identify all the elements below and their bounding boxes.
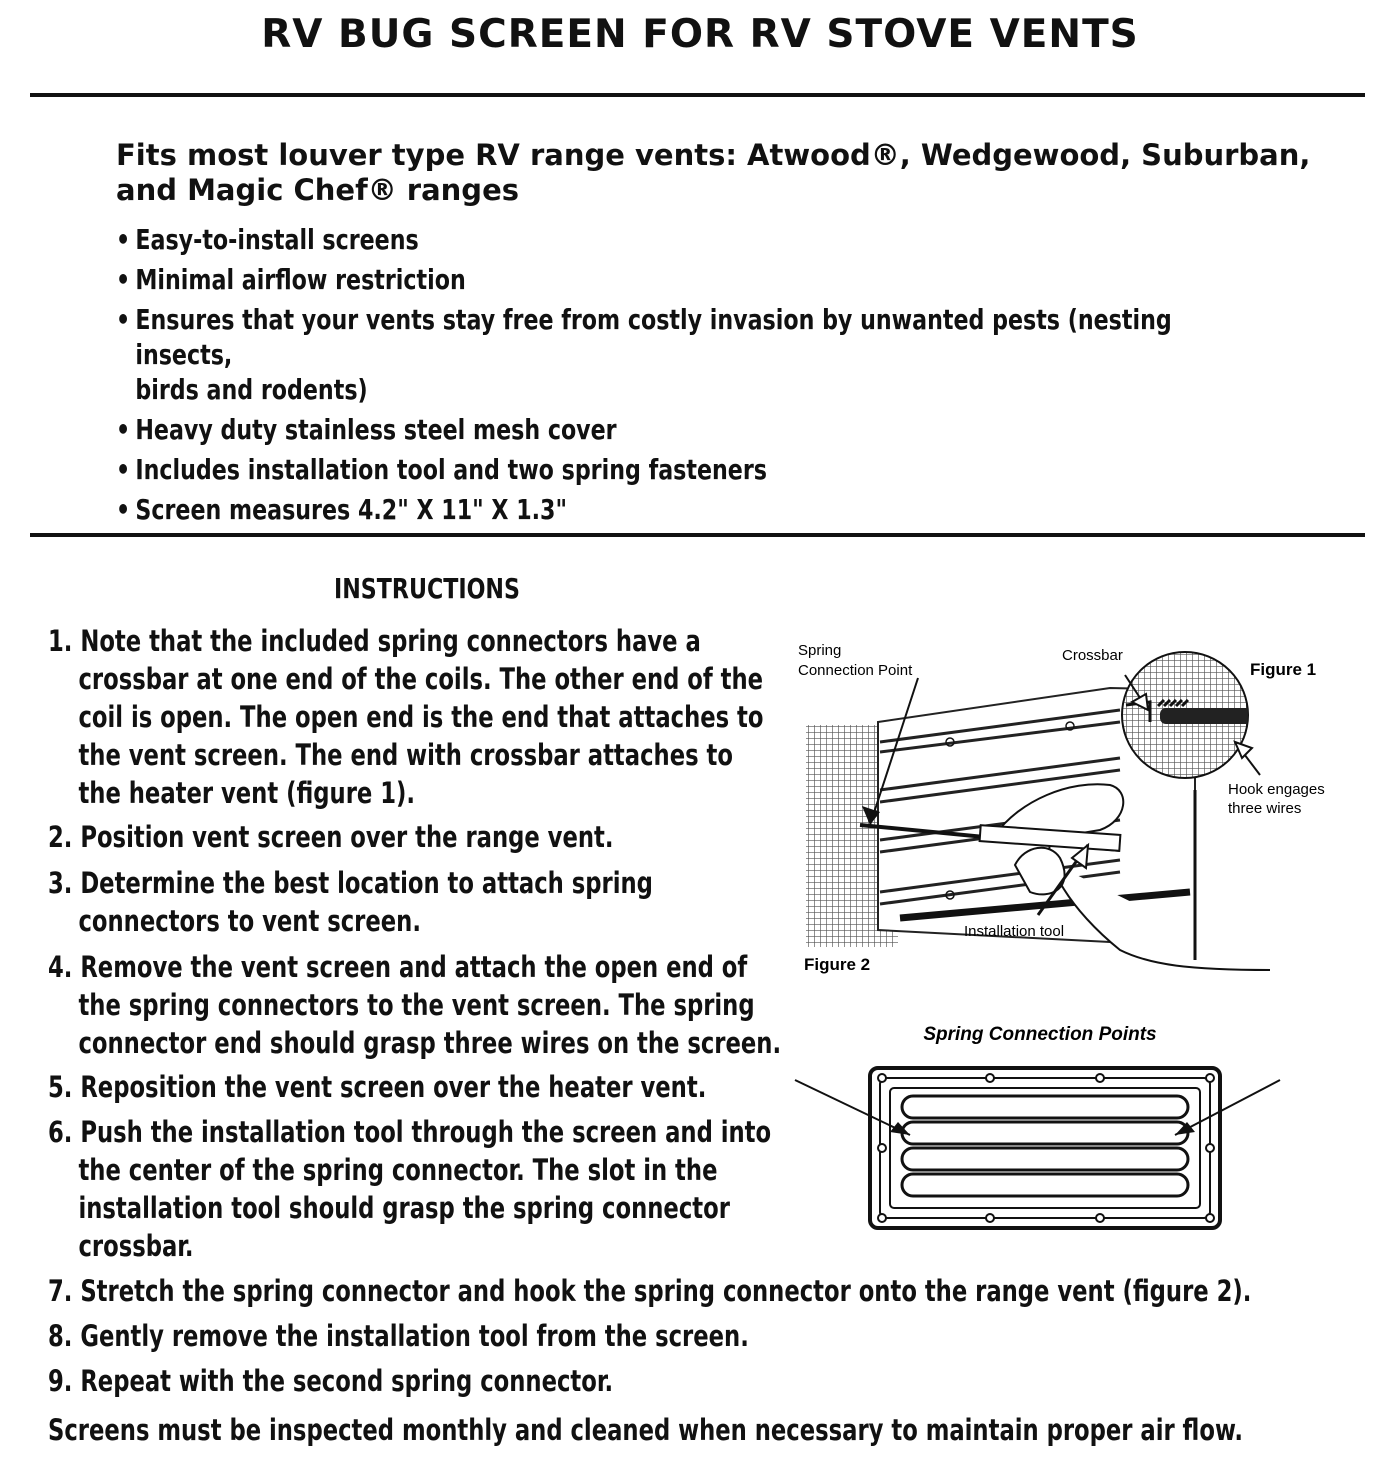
instruction-step-first-line (48, 948, 781, 986)
instruction-step-first-line (48, 1317, 749, 1355)
instruction-step-continuation: connector end should grasp three wires on the screen. (78, 1026, 782, 1060)
instruction-step-text: Remove the vent screen and attach the open end of (80, 950, 748, 984)
instruction-step-continuation: the center of the spring connector. The slot in the (78, 1153, 718, 1187)
instruction-step-continuation: crossbar at one end of the coils. The other end of the (78, 662, 764, 696)
instruction-step (48, 818, 614, 856)
vent-diagram-caption: Spring Connection Points (923, 1024, 1157, 1045)
instruction-step-number: 2. (48, 820, 73, 854)
vent-diagram (790, 1018, 1290, 1233)
instruction-step-continuation: coil is open. The open end is the end that attaches to (78, 700, 764, 734)
feature-item: • Includes installation tool and two spring fasteners (116, 452, 1181, 487)
instruction-step (48, 1272, 1251, 1310)
feature-item: • Heavy duty stainless steel mesh cover (116, 412, 1181, 447)
label-three-wires: three wires (1228, 800, 1302, 817)
instruction-step-first-line (48, 1113, 771, 1151)
instruction-step (48, 1362, 613, 1400)
feature-item: • Screen measures 4.2" X 11" X 1.3" (116, 492, 1181, 527)
instruction-step-continuation: crossbar. (78, 1229, 194, 1263)
instruction-step-text: Determine the best location to attach spring (80, 866, 653, 900)
instruction-step-continuation: the vent screen. The end with crossbar attaches to (78, 738, 733, 772)
instruction-step (48, 622, 764, 812)
features-heading-line2: and Magic Chef® ranges (116, 173, 519, 207)
installation-figure (790, 630, 1350, 990)
instruction-step-text: Note that the included spring connectors have a (80, 624, 701, 658)
maintenance-note: Screens must be inspected monthly and cleaned when necessary to maintain proper air flow. (48, 1413, 1243, 1447)
instruction-step-text: Gently remove the installation tool from the screen. (80, 1319, 749, 1353)
instruction-step-text: Reposition the vent screen over the heater vent. (80, 1070, 707, 1104)
features-heading (116, 138, 1316, 208)
feature-item: • Minimal airflow restriction (116, 262, 1181, 297)
instruction-step-continuation: installation tool should grasp the spring connector (78, 1191, 730, 1225)
instruction-step-first-line (48, 1272, 1251, 1310)
instruction-step-continuation: connectors to vent screen. (78, 904, 421, 938)
instruction-step-text: Position vent screen over the range vent. (80, 820, 614, 854)
feature-item-line2: birds and rodents) (135, 373, 368, 406)
instruction-step-number: 8. (48, 1319, 73, 1353)
label-figure2: Figure 2 (804, 955, 871, 974)
instruction-step-first-line (48, 1362, 613, 1400)
label-hook: Hook engages (1228, 781, 1325, 798)
instruction-step (48, 864, 653, 940)
label-figure1: Figure 1 (1250, 660, 1317, 679)
instruction-step-continuation: the heater vent (figure 1). (78, 776, 415, 810)
features-heading-line1: Fits most louver type RV range vents: Atwood®, Wedgewood, Suburban, (116, 138, 1311, 172)
feature-item: • Easy-to-install screens (116, 222, 1181, 257)
instruction-step-first-line (48, 1068, 706, 1106)
instruction-step-number: 6. (48, 1115, 73, 1149)
instruction-step-number: 9. (48, 1364, 73, 1398)
instruction-step-text: Stretch the spring connector and hook the spring connector onto the range vent (figure 2). (80, 1274, 1252, 1308)
magnified-detail (1122, 652, 1260, 778)
instruction-step-continuation: the spring connectors to the vent screen. The spring (78, 988, 755, 1022)
label-installation-tool: Installation tool (964, 923, 1065, 940)
label-connection-point: Connection Point (798, 662, 913, 679)
top-divider (30, 93, 1365, 97)
instructions-heading: INSTRUCTIONS (334, 572, 520, 605)
instruction-step (48, 1113, 771, 1265)
instruction-step-number: 3. (48, 866, 73, 900)
label-spring: Spring (798, 642, 842, 659)
instruction-step-number: 1. (48, 624, 73, 658)
instruction-step-first-line (48, 864, 653, 902)
instruction-step-number: 5. (48, 1070, 73, 1104)
instruction-step-first-line (48, 622, 764, 660)
feature-item (116, 302, 1181, 407)
instruction-step-number: 7. (48, 1274, 73, 1308)
middle-divider (30, 533, 1365, 537)
instruction-step (48, 948, 781, 1062)
instruction-step-text: Repeat with the second spring connector. (80, 1364, 614, 1398)
page-title: RV BUG SCREEN FOR RV STOVE VENTS (261, 12, 1139, 57)
instruction-step-first-line (48, 818, 614, 856)
label-crossbar: Crossbar (1062, 647, 1123, 664)
instruction-step-text: Push the installation tool through the screen and into (80, 1115, 772, 1149)
instruction-step-number: 4. (48, 950, 73, 984)
features-list (116, 222, 1181, 532)
feature-item-line1: Ensures that your vents stay free from costly invasion by unwanted pests (nesting insects, (135, 303, 1172, 371)
instruction-step (48, 1068, 706, 1106)
instruction-step (48, 1317, 749, 1355)
